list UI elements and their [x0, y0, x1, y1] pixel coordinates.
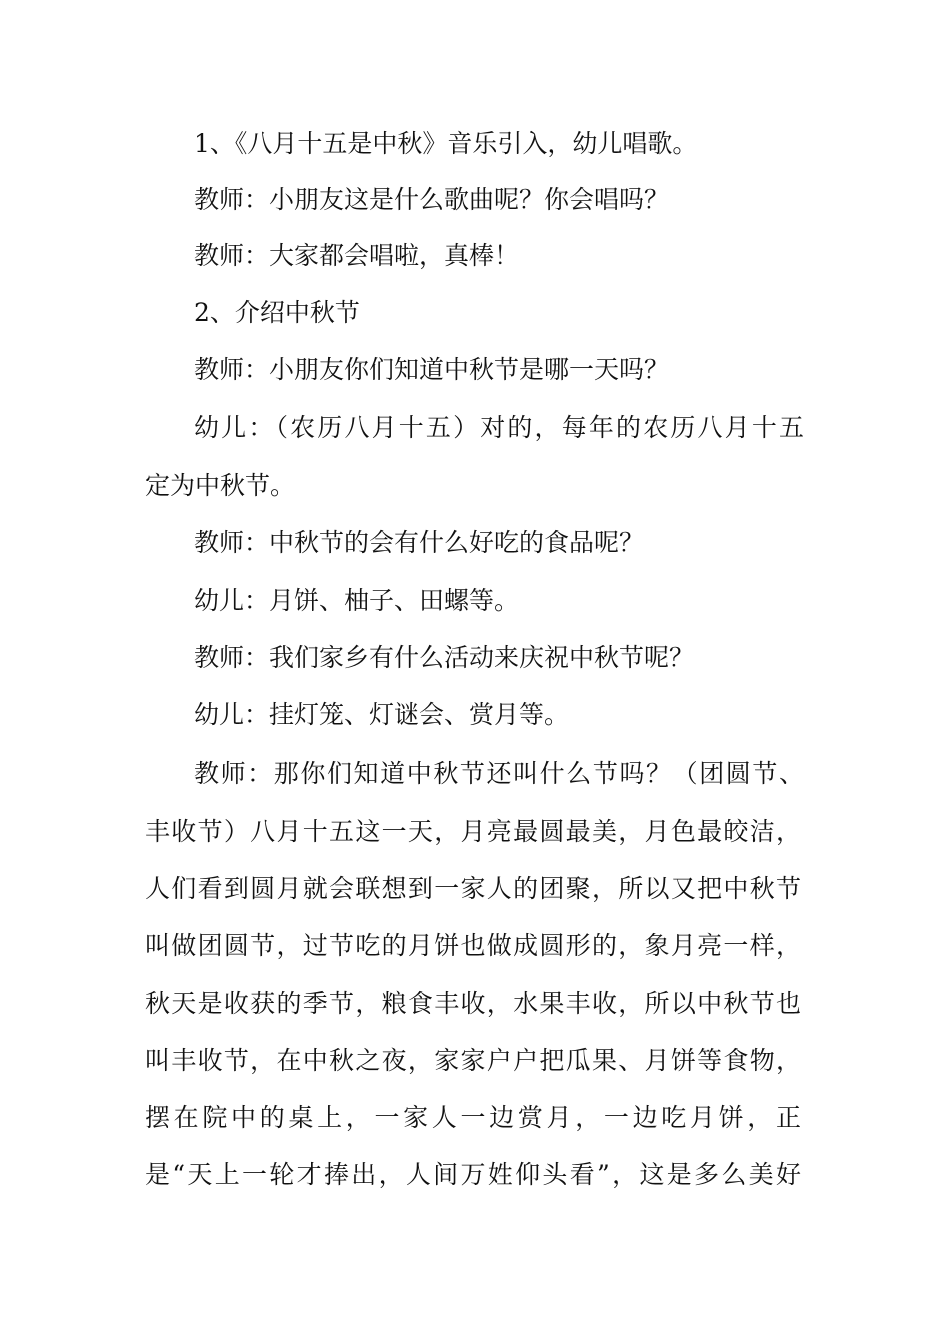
- paragraph-line: 叫丰收节，在中秋之夜，家家户户把瓜果、月饼等食物，: [145, 1046, 801, 1075]
- paragraph-line: 教师：大家都会唱啦，真棒！: [194, 241, 520, 270]
- paragraph-line: 1、《八月十五是中秋》音乐引入，幼儿唱歌。: [194, 129, 698, 158]
- paragraph-line: 秋天是收获的季节，粮食丰收，水果丰收，所以中秋节也: [145, 989, 801, 1018]
- paragraph-line: 定为中秋节。: [145, 471, 296, 500]
- paragraph-line: 教师：中秋节的会有什么好吃的食品呢？: [194, 528, 645, 557]
- paragraph-line: 教师：那你们知道中秋节还叫什么节吗？（团圆节、: [194, 759, 804, 788]
- paragraph-line: 幼儿：挂灯笼、灯谜会、赏月等。: [194, 700, 570, 729]
- paragraph-line: 幼儿：（农历八月十五）对的，每年的农历八月十五: [194, 413, 804, 442]
- paragraph-line: 2、介绍中秋节: [194, 298, 360, 327]
- paragraph-line: 教师：我们家乡有什么活动来庆祝中秋节呢？: [194, 643, 695, 672]
- paragraph-line: 教师：小朋友你们知道中秋节是哪一天吗？: [194, 355, 670, 384]
- paragraph-line: 摆在院中的桌上，一家人一边赏月，一边吃月饼，正: [145, 1103, 801, 1132]
- paragraph-line: 人们看到圆月就会联想到一家人的团聚，所以又把中秋节: [145, 874, 801, 903]
- paragraph-line: 幼儿：月饼、柚子、田螺等。: [194, 586, 520, 615]
- paragraph-line: 教师：小朋友这是什么歌曲呢？你会唱吗？: [194, 185, 670, 214]
- paragraph-line: 丰收节）八月十五这一天，月亮最圆最美，月色最皎洁，: [145, 817, 801, 846]
- paragraph-line: 叫做团圆节，过节吃的月饼也做成圆形的，象月亮一样，: [145, 931, 801, 960]
- paragraph-line: 是“天上一轮才捧出，人间万姓仰头看”，这是多么美好: [145, 1160, 801, 1189]
